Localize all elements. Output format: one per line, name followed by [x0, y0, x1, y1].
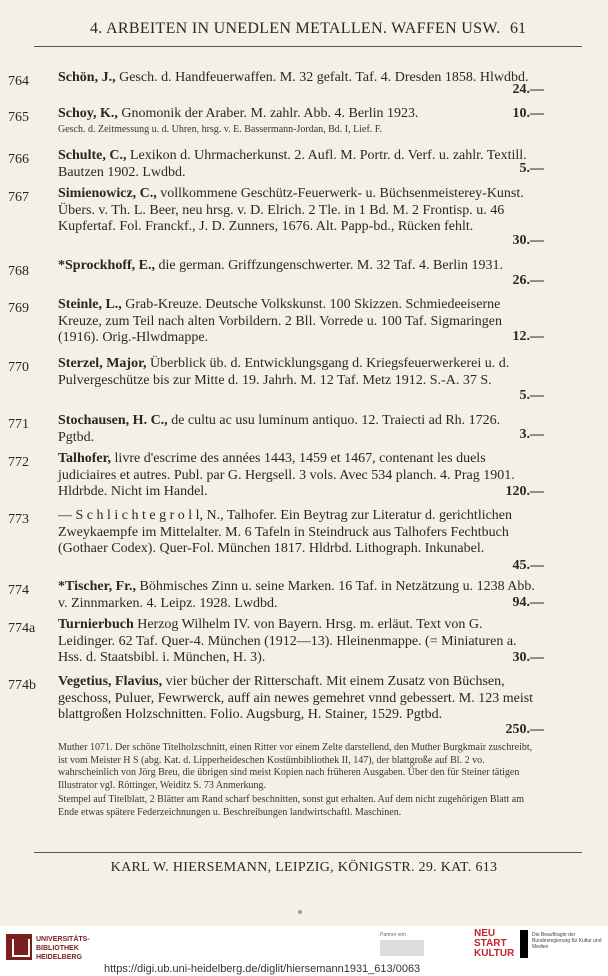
- page-url[interactable]: https://digi.ub.uni-heidelberg.de/diglit/hiersemann1931_613/0063: [104, 963, 421, 975]
- header-rule: [34, 46, 582, 47]
- page-footer: KARL W. HIERSEMANN, LEIPZIG, KÖNIGSTR. 29. KAT. 613: [110, 860, 498, 875]
- entry-author: Sterzel, Major,: [58, 356, 147, 371]
- entry-number: 765: [8, 110, 29, 125]
- entry-number: 772: [8, 455, 29, 470]
- entry-author: *Tischer, Fr.,: [58, 579, 137, 594]
- entry-author: Steinle, L.,: [58, 297, 122, 312]
- entry-number: 766: [8, 152, 29, 167]
- entry-text: vier bücher der Ritterschaft. Mit einem Zusatz von Büchsen, geschoss, Puluer, Fewrwerck, auff ain newes gemehret vnnd gebessert. M. 123 meist blattgroßen Holzschnitten. Folio. Augsburg, H. Stainer, 1529. Pgtbd.: [58, 674, 534, 722]
- partner-label: Partner von: [380, 932, 406, 938]
- entry-number: 774b: [8, 678, 36, 693]
- neustart-line-1: NEU: [474, 928, 496, 939]
- entry-number: 773: [8, 512, 29, 527]
- entry-author: *Sprockhoff, E.,: [58, 258, 155, 273]
- entry-author: Stochausen, H. C.,: [58, 413, 168, 428]
- entry-author: Turnierbuch: [58, 617, 134, 632]
- page-mark: [298, 910, 302, 914]
- entry-price: 3.—: [519, 427, 544, 442]
- entry-number: 769: [8, 301, 29, 316]
- entry-price: 30.—: [512, 650, 544, 665]
- bkm-text: Die Beauftragte der Bundesregierung für Kultur und Medien: [532, 932, 602, 950]
- entry-note-2: Stempel auf Titelblatt, 2 Blätter am Rand scharf beschnitten, sonst gut erhalten. Auf dem nicht zugehörigen Blatt am Ende etwas spätere Federzeichnungen u. Beschreibungen landwirtschaftl. Maschinen.: [58, 794, 525, 818]
- entry-price: 10.—: [512, 106, 544, 121]
- entry-text: — S c h l i c h t e g r o l l, N., Talhofer. Ein Beytrag zur Literatur d. gerichtlichen Zweykaempfe im Mittelalter. M. 6 Tafeln in Steindruck aus Talhofers Fechtbuch (Gothaer Codex). Quer-Fol. München 1817. Hldrbd. Lithograph. Inkunabel.: [58, 508, 513, 556]
- entry-price: 24.—: [512, 82, 544, 97]
- entry-text: Überblick üb. d. Entwicklungsgang d. Kriegsfeuerwerkerei u. d. Pulvergeschütze bis zur Mitte d. 19. Jahrh. M. 12 Taf. Metz 1912. S.-A. 37 S.: [58, 356, 510, 388]
- page-header: [0, 18, 608, 46]
- entry-text: Herzog Wilhelm IV. von Bayern. Hrsg. m. erläut. Text von G. Leidinger. 62 Taf. Quer-4. München (1912—13). Hleinenmappe. (= Miniaturen a. Hss. d. Staatsbibl. i. München, H. 3).: [58, 617, 517, 665]
- entry-note: Muther 1071. Der schöne Titelholzschnitt, einen Ritter vor einem Zelte darstellend, den Muther Burgkmair zuschreibt, ist vom Meister H S (abg. Kat. d. Lipperheideschen Kostümbibliothek II, 147), der blattgroße auf Bl. 2 vo. wahrscheinlich von Jörg Breu, die übrigen sind meist Kopien nach früheren Ausgaben. Über den für Steiner tätigen Illustrator vgl. Röttinger, Weiditz S. 73 Anmerkung.: [58, 742, 533, 791]
- viewer-bottom-bar: [0, 926, 608, 976]
- page-title: 4. ARBEITEN IN UNEDLEN METALLEN. WAFFEN USW.: [90, 20, 501, 37]
- entry-text: de cultu ac usu luminum antiquo. 12. Traiecti ad Rh. 1726. Pgtbd.: [58, 413, 501, 445]
- entry-author: Schoy, K.,: [58, 106, 118, 121]
- entry-number: 771: [8, 417, 29, 432]
- page-number: 61: [510, 20, 526, 37]
- entry-price: 250.—: [505, 722, 544, 737]
- entry-price: 30.—: [512, 233, 544, 248]
- neustart-kultur-logo[interactable]: [474, 929, 514, 959]
- entry-number: 774a: [8, 621, 36, 636]
- entry-price: 5.—: [519, 161, 544, 176]
- entry-text: Grab-Kreuze. Deutsche Volkskunst. 100 Skizzen. Schmiedeeiserne Kreuze, zum Teil nach alten Vorbildern. 2 Bll. Vorrede u. 100 Taf. Sigmaringen (1916). Orig.-Hlwdmappe.: [58, 297, 503, 345]
- entry-text: Böhmisches Zinn u. seine Marken. 16 Taf. in Netzätzung u. 1238 Abb. v. Zinnmarken. 4. Leipz. 1928. Lwdbd.: [58, 579, 535, 611]
- entry-price: 45.—: [512, 558, 544, 573]
- entry-note: Gesch. d. Zeitmessung u. d. Uhren, hrsg. v. E. Bassermann-Jordan, Bd. I, Lief. F.: [58, 124, 383, 135]
- entry-price: 120.—: [505, 484, 544, 499]
- entry-text: die german. Griffzungenschwerter. M. 32 Taf. 4. Berlin 1931.: [158, 258, 504, 273]
- university-seal-icon: [6, 934, 32, 960]
- entry-text: Gesch. d. Handfeuerwaffen. M. 32 gefalt. Taf. 4. Dresden 1858. Hlwdbd.: [119, 70, 529, 85]
- entry-number: 774: [8, 583, 29, 598]
- entry-number: 768: [8, 264, 29, 279]
- logo-line-3: HEIDELBERG: [36, 954, 82, 961]
- entry-price: 94.—: [512, 595, 544, 610]
- entry-number: 767: [8, 190, 29, 205]
- entry-text: livre d'escrime des années 1443, 1459 et 1467, contenant les duels judiciaires et autres. Publ. par G. Hergsell. 3 vols. Avec 534 planch. 4. Prag 1901. Hldrbde. Nicht im Handel.: [58, 451, 515, 499]
- entry-text: Gnomonik der Araber. M. zahlr. Abb. 4. Berlin 1923.: [121, 106, 419, 121]
- federal-eagle-icon: [520, 930, 528, 958]
- entry-price: 5.—: [519, 388, 544, 403]
- neustart-line-3: KULTUR: [474, 948, 515, 959]
- entry-text: vollkommene Geschütz-Feuerwerk- u. Büchsenmeisterey-Kunst. Übers. v. Th. L. Beer, neu hrsg. v. D. Elrich. 2 Tle. in 1 Bd. M. 2 Frontisp. u. 46 Kupfertaf. Fol. Franckf., J. D. Zunners, 1676. Alt. Papp-bd., Rücken fehlt.: [58, 186, 524, 234]
- entry-price: 12.—: [512, 329, 544, 344]
- entry-number: 764: [8, 74, 29, 89]
- entry-text: Lexikon d. Uhrmacherkunst. 2. Aufl. M. Portr. d. Verf. u. zahlr. Textill. Bautzen 1902. Lwdbd.: [58, 148, 527, 180]
- logo-line-1: UNIVERSITÄTS-: [36, 936, 90, 943]
- entry-author: Simienowicz, C.,: [58, 186, 157, 201]
- bkm-logo[interactable]: [520, 930, 604, 960]
- entry-author: Vegetius, Flavius,: [58, 674, 163, 689]
- entry-price: 26.—: [512, 273, 544, 288]
- entry-author: Talhofer,: [58, 451, 112, 466]
- footer-rule: [34, 852, 582, 853]
- logo-line-2: BIBLIOTHEK: [36, 945, 79, 952]
- partner-logo[interactable]: [380, 940, 424, 956]
- neustart-line-2: START: [474, 938, 507, 949]
- entry-author: Schön, J.,: [58, 70, 116, 85]
- entry-number: 770: [8, 360, 29, 375]
- entry-author: Schulte, C.,: [58, 148, 127, 163]
